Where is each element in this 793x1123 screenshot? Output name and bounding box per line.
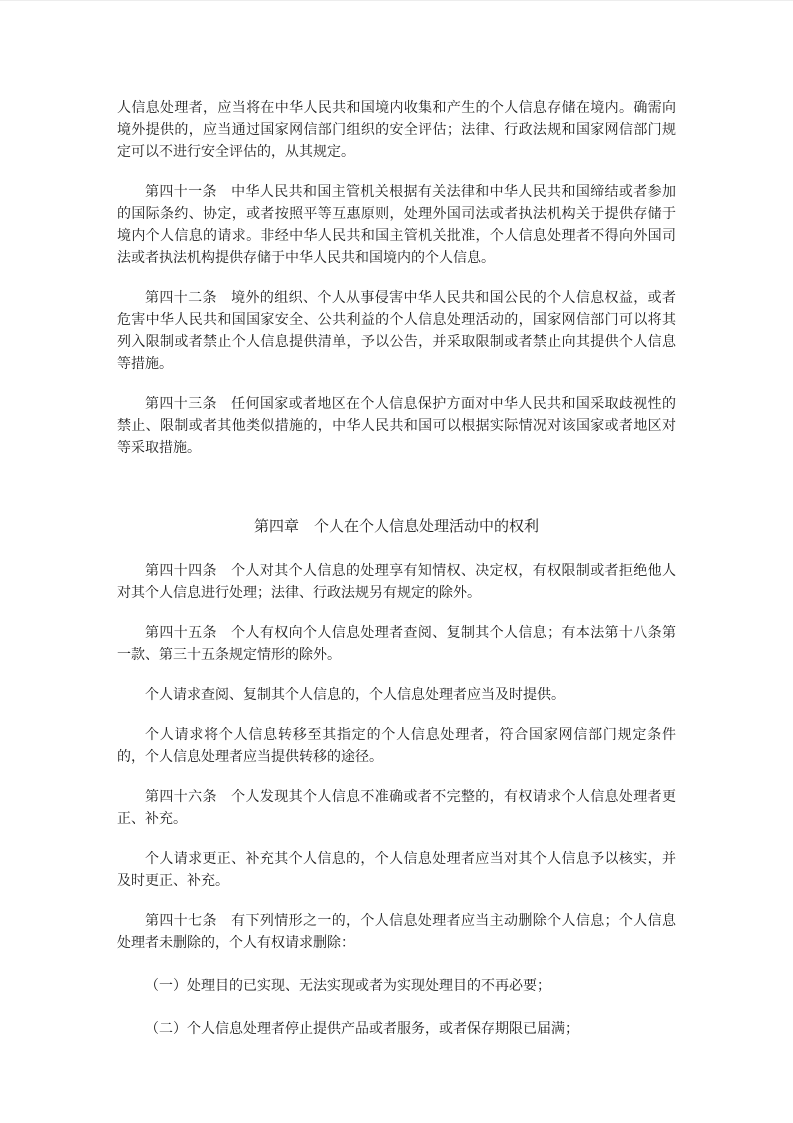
paragraph-article-40-continuation: 人信息处理者，应当将在中华人民共和国境内收集和产生的个人信息存储在境内。确需向境外提供的，应当通过国家网信部门组织的安全评估；法律、行政法规和国家网信部门规定可以不进行安全评估的，从其规定。 <box>117 101 676 160</box>
paragraph-article-42: 第四十二条 境外的组织、个人从事侵害中华人民共和国公民的个人信息权益，或者危害中华人民共和国国家安全、公共利益的个人信息处理活动的，国家网信部门可以将其列入限制或者禁止个人信息提供清单，予以公告，并采取限制或者禁止向其提供个人信息等措施。 <box>117 291 676 372</box>
paragraph-article-45-3: 个人请求将个人信息转移至其指定的个人信息处理者，符合国家网信部门规定条件的，个人信息处理者应当提供转移的途径。 <box>117 728 676 765</box>
paragraph-article-43: 第四十三条 任何国家或者地区在个人信息保护方面对中华人民共和国采取歧视性的禁止、限制或者其他类似措施的，中华人民共和国可以根据实际情况对该国家或者地区对等采取措施。 <box>117 397 676 456</box>
paragraph-article-46: 第四十六条 个人发现其个人信息不准确或者不完整的，有权请求个人信息处理者更正、补充。 <box>117 790 676 827</box>
paragraph-article-45-2: 个人请求查阅、复制其个人信息的，个人信息处理者应当及时提供。 <box>145 688 565 703</box>
paragraph-article-46-2: 个人请求更正、补充其个人信息的，个人信息处理者应当对其个人信息予以核实，并及时更正、补充。 <box>117 852 676 889</box>
chapter-4-heading: 第四章 个人在个人信息处理活动中的权利 <box>253 519 539 535</box>
document-page <box>0 1 793 1123</box>
paragraph-article-47: 第四十七条 有下列情形之一的，个人信息处理者应当主动删除个人信息；个人信息处理者未删除的，个人有权请求删除： <box>117 914 676 951</box>
paragraph-article-45: 第四十五条 个人有权向个人信息处理者查阅、复制其个人信息；有本法第十八条第一款、第三十五条规定情形的除外。 <box>117 626 676 663</box>
list-item-article-47-2: （二）个人信息处理者停止提供产品或者服务，或者保存期限已届满； <box>145 1022 579 1037</box>
list-item-article-47-1: （一）处理目的已实现、无法实现或者为实现处理目的不再必要； <box>145 979 551 994</box>
paragraph-article-44: 第四十四条 个人对其个人信息的处理享有知情权、决定权，有权限制或者拒绝他人对其个人信息进行处理；法律、行政法规另有规定的除外。 <box>117 564 676 601</box>
paragraph-article-41: 第四十一条 中华人民共和国主管机关根据有关法律和中华人民共和国缔结或者参加的国际条约、协定，或者按照平等互惠原则，处理外国司法或者执法机构关于提供存储于境内个人信息的请求。非经中华人民共和国主管机关批准，个人信息处理者不得向外国司法或者执法机构提供存储于中华人民共和国境内的个人信息。 <box>117 185 676 266</box>
